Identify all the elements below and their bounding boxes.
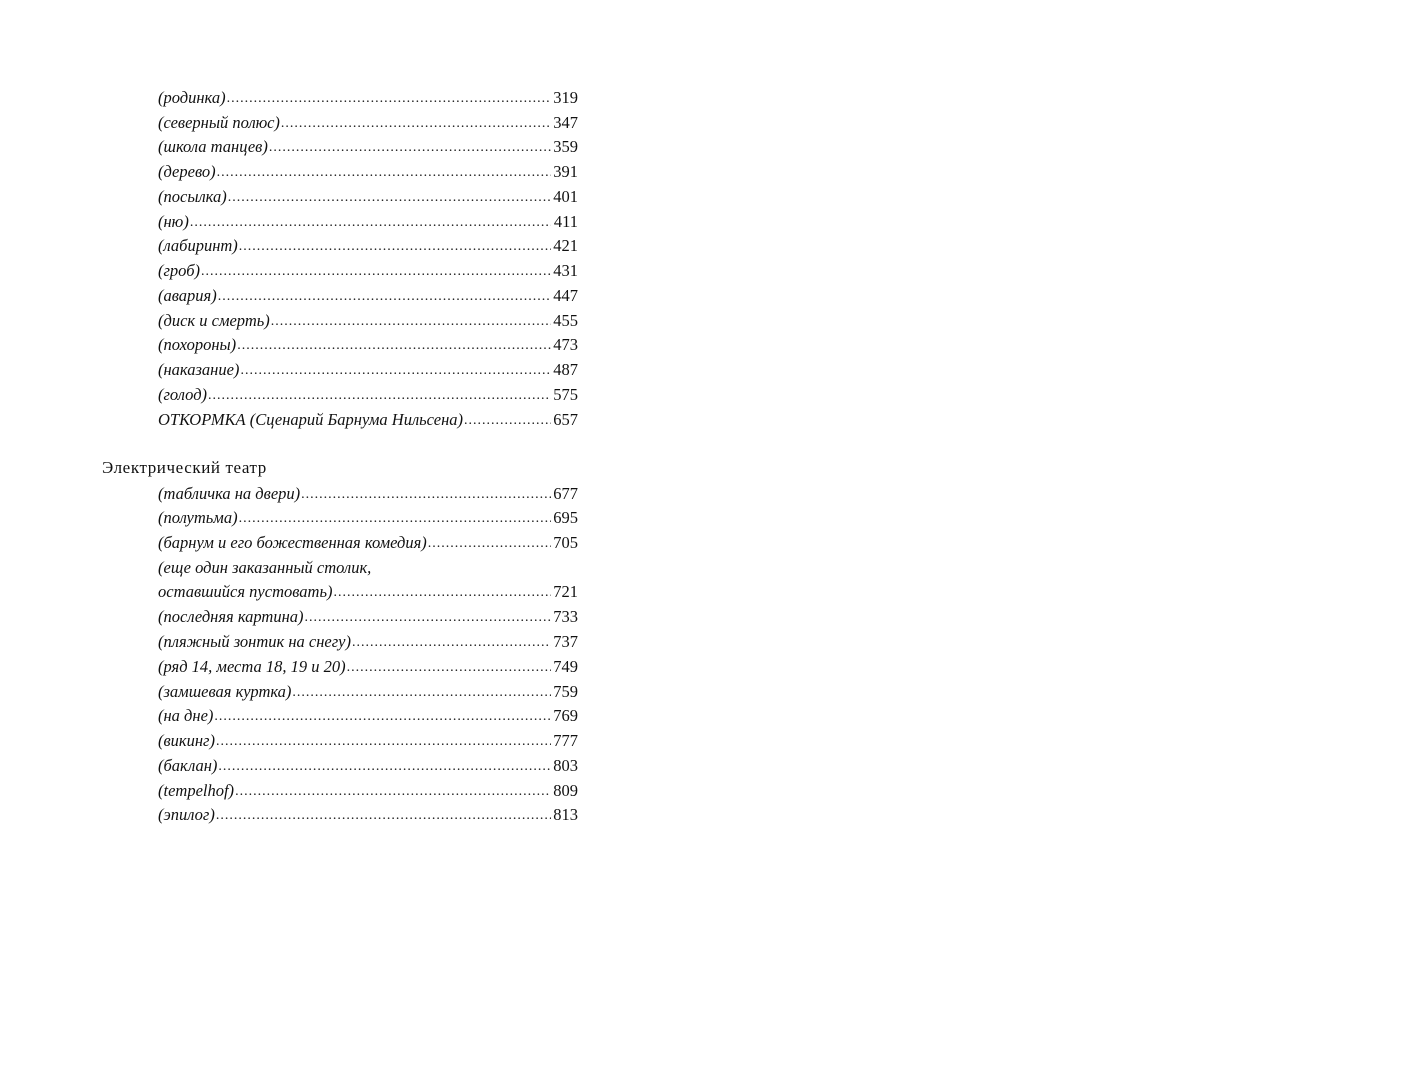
toc-entry: [158, 531, 578, 555]
toc-entry-page: 391: [553, 162, 578, 181]
toc-entry-page: 809: [553, 781, 578, 800]
toc-entry-page: 421: [553, 236, 578, 255]
toc-entry-page: 575: [553, 385, 578, 404]
toc-entry-page: 813: [553, 805, 578, 824]
toc-entry: [158, 729, 578, 753]
toc-entry-page: 749: [553, 657, 578, 676]
toc-entry-title: (баклан): [158, 756, 218, 775]
toc-entry-page: 319: [553, 88, 578, 107]
dot-leader: [428, 532, 551, 556]
toc-entry: [158, 779, 578, 803]
dot-leader: [305, 606, 551, 630]
toc-entry: [158, 754, 578, 778]
toc-entry-title-line1: (еще один заказанный столик,: [158, 558, 372, 577]
toc-entry-page: 455: [553, 311, 578, 330]
toc-entry: [158, 556, 578, 604]
toc-entry: [158, 309, 578, 333]
toc-entry-page: 721: [553, 582, 578, 601]
dot-leader: [464, 409, 551, 433]
dot-leader: [235, 780, 551, 804]
toc-entry: [158, 333, 578, 357]
toc-entry: [158, 160, 578, 184]
dot-leader: [190, 211, 551, 235]
toc-entry-page: 777: [553, 731, 578, 750]
toc-entry-title: (пляжный зонтик на снегу): [158, 632, 352, 651]
toc-entry: [158, 111, 578, 135]
toc-entry-title: (tempelhof): [158, 781, 235, 800]
toc-entry-title: (школа танцев): [158, 137, 268, 156]
toc-entry: [158, 506, 578, 530]
dot-leader: [208, 384, 551, 408]
toc-entry-title: оставшийся пустовать): [158, 582, 333, 601]
toc-entry-title: (ню): [158, 212, 189, 231]
toc-entry-title: (последняя картина): [158, 607, 304, 626]
toc-entry-title: (замшевая куртка): [158, 682, 292, 701]
dot-leader: [214, 705, 551, 729]
dot-leader: [218, 755, 551, 779]
toc-entry-title: (диск и смерть): [158, 311, 270, 330]
toc-entry: [158, 86, 578, 110]
toc-entry: [158, 482, 578, 506]
toc-entry: [158, 210, 578, 234]
dot-leader: [352, 631, 551, 655]
toc-entry-page: 487: [553, 360, 578, 379]
toc-entry-title: (посылка): [158, 187, 227, 206]
dot-leader: [218, 285, 551, 309]
dot-leader: [216, 730, 551, 754]
dot-leader: [292, 681, 551, 705]
toc-entry: [158, 680, 578, 704]
toc-entry: [158, 408, 578, 432]
toc-entry-page: 737: [553, 632, 578, 651]
toc-entry: [158, 630, 578, 654]
toc-entry: [158, 803, 578, 827]
dot-leader: [333, 581, 551, 605]
dot-leader: [281, 112, 551, 136]
toc-entry: [158, 185, 578, 209]
toc-entry-page: 803: [553, 756, 578, 775]
dot-leader: [271, 310, 551, 334]
toc-entry-page: 447: [553, 286, 578, 305]
toc-entry-page: 401: [553, 187, 578, 206]
dot-leader: [228, 186, 551, 210]
toc-entry-title: ОТКОРМКА (Сценарий Барнума Нильсена): [158, 410, 464, 429]
toc-entry-page: 359: [553, 137, 578, 156]
toc-entry-page: 657: [553, 410, 578, 429]
toc-entry-title: (эпилог): [158, 805, 215, 824]
toc-entry-title: (табличка на двери): [158, 484, 301, 503]
toc-entry-page: 733: [553, 607, 578, 626]
dot-leader: [269, 136, 551, 160]
toc-entry-page: 705: [553, 533, 578, 552]
toc-entry: [158, 234, 578, 258]
toc-entry-page: 347: [553, 113, 578, 132]
toc-entry-title: (дерево): [158, 162, 216, 181]
toc-entry-title: (родинка): [158, 88, 226, 107]
toc-entry-title: (гроб): [158, 261, 201, 280]
toc-entry-title: (викинг): [158, 731, 215, 750]
toc-entry-title: (ряд 14, места 18, 19 и 20): [158, 657, 346, 676]
dot-leader: [201, 260, 551, 284]
toc-entry: [158, 358, 578, 382]
toc-entry-page: 431: [553, 261, 578, 280]
toc-entry-page: 411: [553, 212, 578, 231]
toc-entry-page: 695: [553, 508, 578, 527]
toc-entry-title: (похороны): [158, 335, 237, 354]
dot-leader: [239, 235, 551, 259]
dot-leader: [301, 483, 551, 507]
toc-entry-title: (лабиринт): [158, 236, 238, 255]
toc-entry: [158, 605, 578, 629]
dot-leader: [217, 161, 551, 185]
toc-entry-title: (барнум и его божественная комедия): [158, 533, 427, 552]
toc-entry-title: (голод): [158, 385, 208, 404]
toc-entry: [158, 259, 578, 283]
toc-entry: [158, 284, 578, 308]
toc-entry-title: (северный полюс): [158, 113, 280, 132]
toc-entry-page: 473: [553, 335, 578, 354]
toc-entry: [158, 704, 578, 728]
dot-leader: [347, 656, 551, 680]
toc-entry-title: (авария): [158, 286, 217, 305]
toc-entry-page: 759: [553, 682, 578, 701]
toc-entry-title: (на дне): [158, 706, 214, 725]
toc-entry: [158, 655, 578, 679]
dot-leader: [239, 507, 551, 531]
toc-entry-title: (наказание): [158, 360, 240, 379]
dot-leader: [237, 334, 551, 358]
dot-leader: [240, 359, 551, 383]
toc-entry-page: 769: [553, 706, 578, 725]
toc-entry: [158, 135, 578, 159]
toc-entry-page: 677: [553, 484, 578, 503]
section-heading: Электрический театр: [102, 458, 267, 477]
toc-entry-title: (полутьма): [158, 508, 238, 527]
dot-leader: [216, 804, 551, 828]
dot-leader: [227, 87, 551, 111]
toc-entry: [158, 383, 578, 407]
